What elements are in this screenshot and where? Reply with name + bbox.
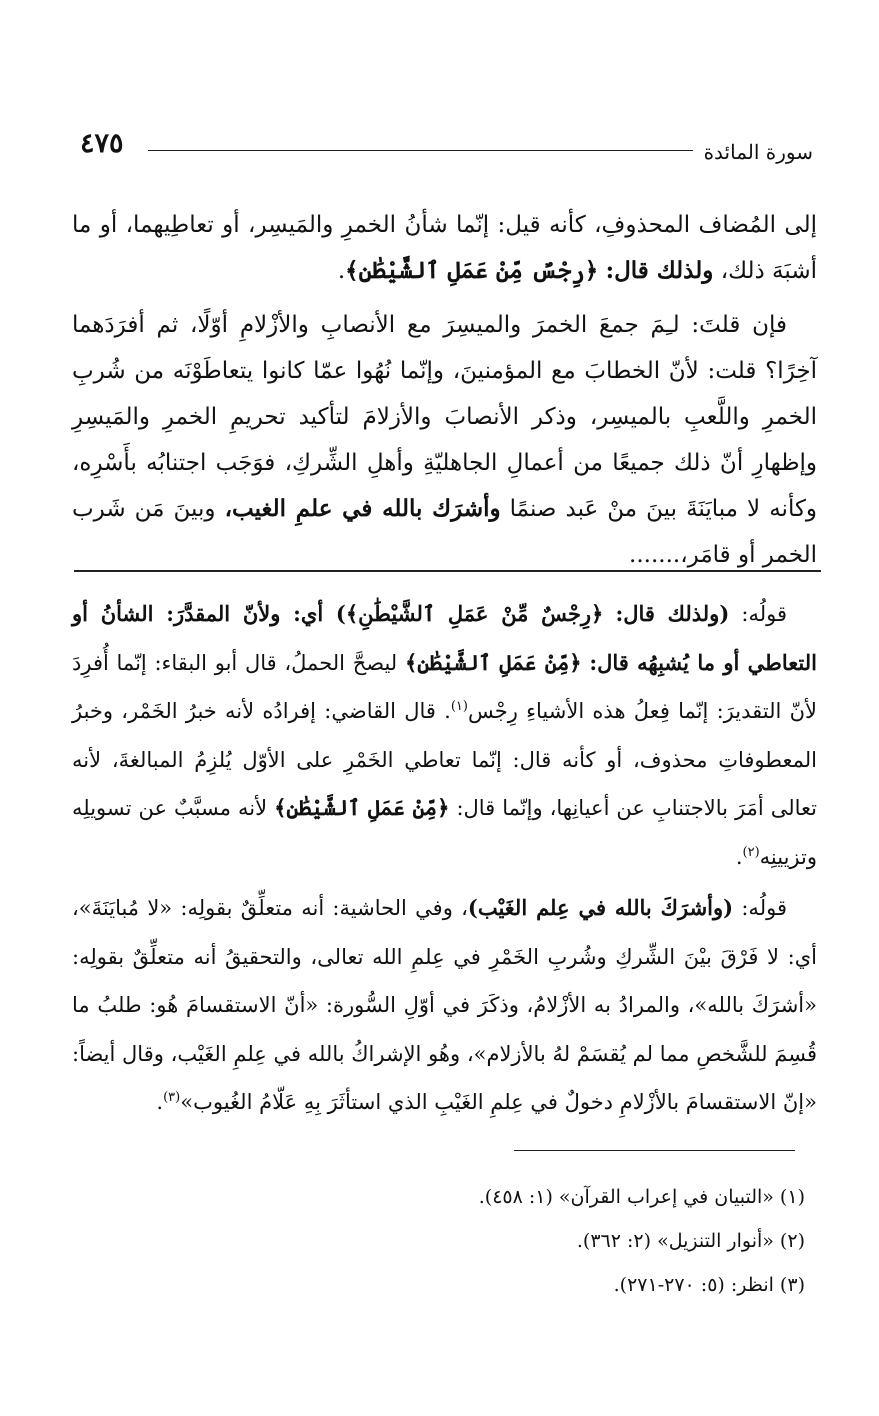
commentary-1-f: لأنه مسبَّبٌ عن تسويلِه وتزيينِه — [72, 796, 817, 869]
commentary-1-b: (ولذلك قال: — [615, 601, 730, 626]
commentary-paragraph-2 — [72, 884, 817, 1127]
footnote-1: (١) «التبيان في إعراب القرآن» (١: ٤٥٨). — [478, 1186, 805, 1208]
main-paragraph-1 — [72, 202, 817, 294]
commentary-paragraph-1 — [72, 590, 817, 881]
footnote-ref-1[interactable]: (١) — [450, 699, 468, 714]
surah-title: سورة المائدة — [703, 140, 813, 164]
quran-quote: ﴿رِجْسٌ مِّنْ عَمَلِ ٱلشَّيْطَٰنِ﴾ — [345, 601, 604, 626]
main-line-1: إلى المُضاف المحذوفِ، كأنه قيل: إنّما شأنُ الخمرِ والمَيسِر، أو تعاطِيهما، أو ما أشبَهَ ذلك، — [72, 212, 817, 284]
commentary-2-c: ، وفي الحاشية: أنه متعلِّقٌ بقولِه: «لا مُبايَنَةَ»، أي: لا فَرْقَ بيْنَ الشِّركِ وشُربِ الخَمْرِ في عِلمِ الله تعالى، والتحقيقُ أنه متعلِّقٌ بقولِه: «أشرَكَ بالله»، والمرادُ به الأزْلامُ، وذكَرَ في أوّلِ السُّورة: «أنّ الاستقسامَ هُو: طلبُ ما قُسِمَ للشَّخصِ مما لم يُقسَمْ لهُ بالأزلام»، وهُو الإشراكُ بالله في عِلمِ الغَيْب، وقال أيضاً: «إنّ الاستقسامَ بالأزْلامِ دخولٌ في عِلمِ الغَيْبِ الذي استأثَرَ بِهِ عَلّامُ الغُيوب» — [72, 896, 817, 1114]
commentary-1-d: ليصحَّ الحملُ، قال أبو البقاء: إنّما أُفرِدَ لأنّ التقديرَ: إنّما فِعلُ هذه الأشياءِ رِجْس — [72, 650, 817, 723]
main-paragraph-2-end: وبينَ مَن شَرب الخمر أو قامَر،....... — [72, 496, 817, 568]
quran-quote: ﴿مِّنْ عَمَلِ ٱلشَّيْطَٰنِ﴾ — [274, 795, 450, 820]
footnote-ref-3[interactable]: (٣) — [163, 1090, 181, 1105]
main-line-2-label: ولذلك قال: — [605, 257, 714, 284]
commentary — [72, 590, 817, 1127]
commentary-2-b: (وأشرَكَ بالله في عِلم الغَيْب) — [467, 895, 734, 920]
commentary-1-g: . — [735, 844, 743, 869]
commentary-2-a: قولُه: — [741, 896, 787, 920]
footnote-ref-2[interactable]: (٢) — [742, 844, 760, 860]
quran-quote: ﴿مِّنْ عَمَلِ ٱلشَّيْطَٰنِ﴾ — [404, 649, 582, 675]
main-paragraph-2 — [72, 302, 817, 578]
main-paragraph-2-bold: وأشرَك بالله في علمِ الغيب، — [224, 495, 501, 522]
page-number: ٤٧٥ — [80, 128, 124, 159]
commentary-1-a: قولُه: — [741, 602, 787, 626]
header-rule — [148, 150, 693, 151]
section-divider — [74, 570, 821, 572]
commentary-1-c: ) أي: ولأنّ المقدَّرَ: الشأنُ أو التعاطي أو ما يُشبِهُه قال: — [72, 601, 817, 675]
footnote-3: (٣) انظر: (٥: ٢٧٠-٢٧١). — [613, 1274, 805, 1296]
main-text — [72, 202, 817, 578]
page-header — [74, 128, 813, 168]
main-paragraph-2-text: فإن قلتَ: لـِمَ جمعَ الخمرَ والميسِرَ مع الأنصابِ والأزْلامِ أوّلًا، ثم أفرَدَهما آخِرًا؟ قلت: لأنّ الخطابَ مع المؤمنينَ، وإنّما نُهُوا عمّا كانوا يتعاطَوْنَه من شُربِ الخمرِ واللَّعبِ بالميسِر، وذكر الأنصابَ والأزلامَ لتأكيد تحريمِ الخمرِ والمَيسِرِ وإظهارِ أنّ ذلك جميعًا من أعمالِ الجاهليّةِ وأهلِ الشِّركِ، فوَجَب اجتنابُه بأَسْرِه، وكأنه لا مبايَنَةَ بينَ منْ عَبد صنمًا — [72, 312, 818, 522]
footnote-2: (٢) «أنوار التنزيل» (٢: ٣٦٢). — [576, 1230, 805, 1252]
main-line-2-end: . — [337, 258, 346, 284]
footnote-rule — [514, 1150, 795, 1151]
footnotes — [74, 1175, 809, 1307]
commentary-2-d: . — [156, 1090, 164, 1114]
commentary-1-e: . قال القاضي: إفرادُه لأنه خبرُ الخَمْر، وخبرُ المعطوفاتِ محذوف، أو كأنه قال: إنّما تعاطي الخَمْرِ على الأوّل يُلزِمُ المبالغةَ، لأنه تعالى أمَرَ بالاجتنابِ عن أعيانِها، وإنّما قال: — [72, 699, 817, 820]
quran-quote: ﴿رِجْسٌ مِّنْ عَمَلِ ٱلشَّيْطَٰنِ﴾ — [345, 257, 599, 284]
